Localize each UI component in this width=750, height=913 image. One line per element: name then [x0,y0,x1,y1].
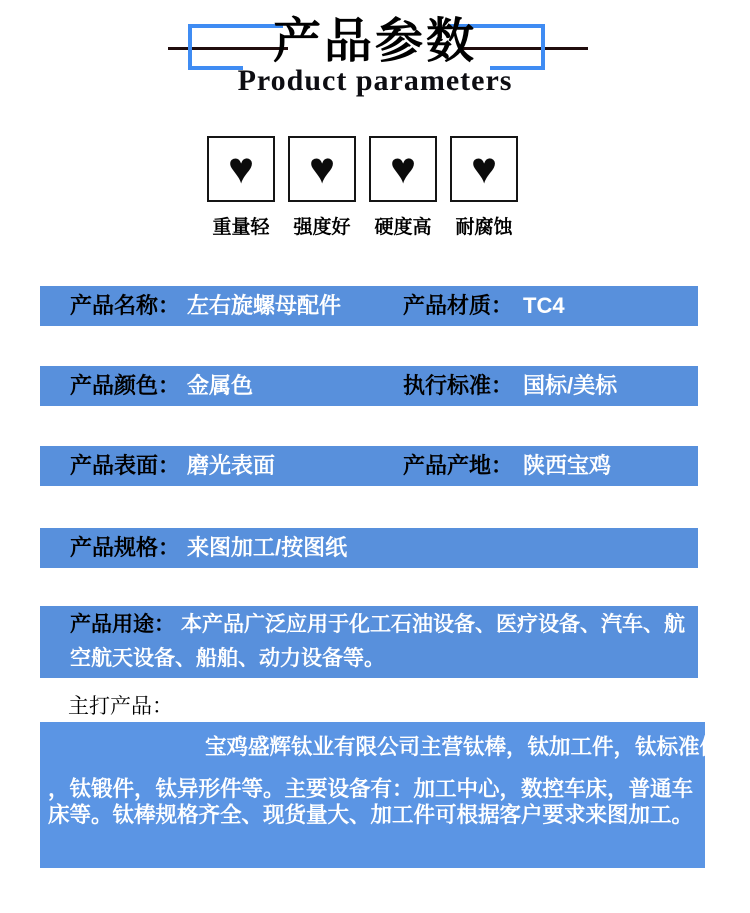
page-subtitle: Product parameters [237,64,513,97]
company-intro-panel [40,722,722,868]
product-surface-label: 产品表面： [70,453,181,478]
feature-box-hardness [369,136,437,202]
main-products-label: 主打产品： [68,695,173,718]
product-name-value: 左右旋螺母配件 [187,293,342,318]
feature-label-hardness: 硬度高 [374,217,432,238]
product-spec-value: 来图加工/按图纸 [187,535,348,560]
product-color-label: 产品颜色： [70,373,181,398]
feature-box-strength [288,136,356,202]
feature-box-corrosion [450,136,518,202]
company-intro-body: ，钛锻件，钛异形件等。主要设备有：加工中心，数控车床，普通车床等。钛棒规格齐全、现货量大、加工件可根据客户要求来图加工。 [48,777,694,827]
standard-label: 执行标准： [403,373,514,398]
spec-row-specification [40,528,698,568]
product-spec-label: 产品规格： [70,535,181,560]
spec-row-name-material [40,286,698,326]
product-origin-label: 产品产地： [403,453,514,478]
heart-icon: ♥ [308,144,336,193]
product-origin-value: 陕西宝鸡 [523,453,612,478]
feature-box-lightweight [207,136,275,202]
feature-icon-row [207,136,518,202]
heart-icon: ♥ [470,144,498,193]
product-color-value: 金属色 [187,373,254,398]
spec-row-usage [40,606,698,678]
company-intro-line: 宝鸡盛辉钛业有限公司主营钛棒，钛加工件，钛标准件 [205,735,722,759]
spec-row-color-standard [40,366,698,406]
feature-label-strength: 强度好 [293,217,351,238]
product-usage-value: 本产品广泛应用于化工石油设备、医疗设备、汽车、航空航天设备、船舶、动力设备等。 [70,613,685,670]
page-title: 产品参数 [272,15,477,68]
spec-row-surface-origin [40,446,698,486]
heart-icon: ♥ [227,144,255,193]
feature-label-lightweight: 重量轻 [212,217,270,238]
product-name-label: 产品名称： [70,293,181,318]
product-material-value: TC4 [523,293,565,318]
feature-label-corrosion: 耐腐蚀 [455,217,513,238]
product-surface-value: 磨光表面 [187,453,276,478]
product-usage-label: 产品用途： [70,613,175,636]
feature-label-row [207,212,518,239]
product-material-label: 产品材质： [403,293,514,318]
heart-icon: ♥ [389,144,417,193]
standard-value: 国标/美标 [523,373,618,398]
